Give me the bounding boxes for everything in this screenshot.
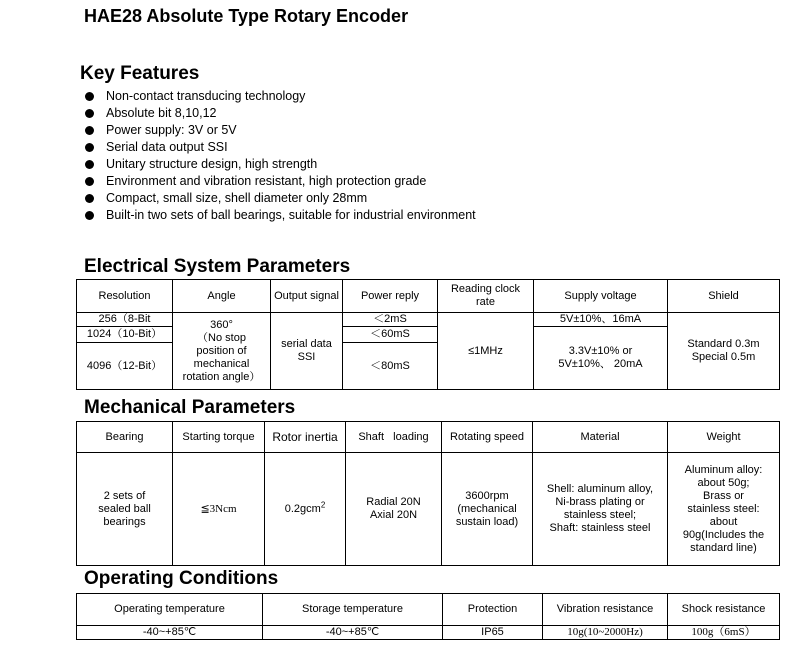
bullet-icon [85,109,94,118]
list-item: Power supply: 3V or 5V [84,122,476,139]
bullet-icon [85,92,94,101]
op-temp-cell: -40~+85℃ [77,626,263,640]
key-features-heading: Key Features [80,63,200,84]
header-inertia: Rotor inertia [265,422,346,453]
electrical-table [76,279,780,390]
angle-cell: 360° （No stop position of mechanical rotation angle） [173,313,271,390]
material-cell: Shell: aluminum alloy, Ni-brass plating or stainless steel; Shaft: stainless steel [533,453,668,566]
shock-cell: 100g（6mS） [668,626,780,640]
resolution-cell: 4096（12-Bit） [77,343,173,390]
header-output: Output signal [271,280,343,313]
output-cell: serial data SSI [271,313,343,390]
bullet-icon [85,126,94,135]
table-header-row [77,280,780,313]
bullet-icon [85,211,94,220]
list-item: Unitary structure design, high strength [84,156,476,173]
list-item: Built-in two sets of ball bearings, suitable for industrial environment [84,207,476,224]
mechanical-heading: Mechanical Parameters [84,397,296,418]
header-weight: Weight [668,422,780,453]
bullet-icon [85,177,94,186]
protection-cell: IP65 [443,626,543,640]
bearing-cell: 2 sets of sealed ball bearings [77,453,173,566]
list-item: Absolute bit 8,10,12 [84,105,476,122]
supply-cell: 3.3V±10% or 5V±10%、 20mA [534,327,668,390]
header-shield: Shield [668,280,780,313]
table-row [77,453,780,566]
header-torque: Starting torque [173,422,265,453]
header-bearing: Bearing [77,422,173,453]
header-op-temp: Operating temperature [77,594,263,626]
table-header-row [77,594,780,626]
electrical-heading: Electrical System Parameters [84,256,351,277]
inertia-cell: 0.2gcm$^2$ [265,453,346,566]
table-row [77,626,780,640]
header-reading: Reading clock rate [438,280,534,313]
power-cell: ＜60mS [343,327,438,343]
header-supply: Supply voltage [534,280,668,313]
bullet-icon [85,160,94,169]
speed-cell: 3600rpm (mechanical sustain load) [442,453,533,566]
list-item: Non-contact transducing technology [84,88,476,105]
header-power: Power reply [343,280,438,313]
reading-cell: ≤1MHz [438,313,534,390]
table-header-row [77,422,780,453]
list-item: Compact, small size, shell diameter only 28mm [84,190,476,207]
power-cell: ＜80mS [343,343,438,390]
supply-cell: 5V±10%、16mA [534,313,668,327]
header-speed: Rotating speed [442,422,533,453]
vibration-cell: 10g(10~2000Hz) [543,626,668,640]
power-cell: ＜2mS [343,313,438,327]
table-row [77,313,780,327]
list-item: Environment and vibration resistant, high protection grade [84,173,476,190]
header-angle: Angle [173,280,271,313]
mechanical-table [76,421,780,566]
load-cell: Radial 20N Axial 20N [346,453,442,566]
header-vibration: Vibration resistance [543,594,668,626]
header-load: Shaft loading [346,422,442,453]
bullet-icon [85,194,94,203]
bullet-icon [85,143,94,152]
list-item: Serial data output SSI [84,139,476,156]
weight-cell: Aluminum alloy: about 50g; Brass or stainless steel: about 90g(Includes the standard line) [668,453,780,566]
torque-cell: ≦3Ncm [173,453,265,566]
page-title: HAE28 Absolute Type Rotary Encoder [84,6,409,26]
header-shock: Shock resistance [668,594,780,626]
header-st-temp: Storage temperature [263,594,443,626]
st-temp-cell: -40~+85℃ [263,626,443,640]
header-material: Material [533,422,668,453]
features-list [84,88,476,224]
header-resolution: Resolution [77,280,173,313]
resolution-cell: 256（8-Bit [77,313,173,327]
header-protection: Protection [443,594,543,626]
operating-heading: Operating Conditions [84,568,279,589]
shield-cell: Standard 0.3m Special 0.5m [668,313,780,390]
resolution-cell: 1024（10-Bit） [77,327,173,343]
operating-table [76,593,780,640]
